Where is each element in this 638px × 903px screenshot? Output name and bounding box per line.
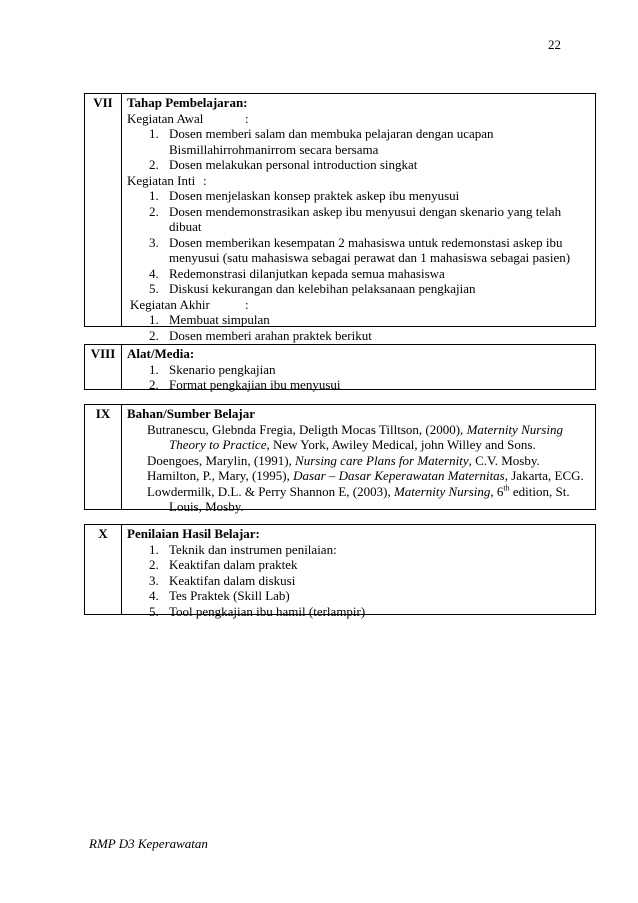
list-item: 2. Dosen melakukan personal introduction singkat [149, 157, 418, 172]
list-item: 1. Dosen memberi salam dan membuka pelajaran dengan ucapan [149, 126, 494, 141]
list-item-continuation: menyusui (satu mahasiswa sebagai perawat dan 1 mahasiswa sebagai pasien) [169, 250, 571, 265]
page-number: 22 [548, 37, 561, 52]
list-item: 1. Skenario pengkajian [149, 361, 276, 377]
reference-entry: Butranescu, Glebnda Fregia, Deligth Mocas Tilltson, (2000), Maternity Nursing [147, 421, 563, 437]
section-title: Penilaian Hasil Belajar: [127, 526, 260, 541]
section-number: VII [85, 94, 122, 326]
list-item: 5. Tool pengkajian ibu hamil (terlampir) [149, 603, 366, 619]
reference-entry: Hamilton, P., Mary, (1995), Dasar – Dasar Keperawatan Maternitas, Jakarta, ECG. [147, 468, 584, 483]
list-item: 5. Diskusi kekurangan dan kelebihan pelaksanaan pengkajian [149, 281, 476, 296]
list-item: 1. Teknik dan instrumen penilaian: [149, 541, 337, 557]
list-item: 1. Membuat simpulan [149, 312, 270, 327]
list-item-continuation: Bismillahirrohmanirrom secara bersama [169, 141, 379, 157]
list-item: 2. Format pengkajian ibu menyusui [149, 377, 341, 392]
section-title: Tahap Pembelajaran: [127, 95, 248, 110]
reference-continuation: Theory to Practice, New York, Awiley Medical, john Willey and Sons. [169, 437, 536, 452]
section-title: Bahan/Sumber Belajar [127, 406, 255, 421]
reference-entry: Doengoes, Marylin, (1991), Nursing care Plans for Maternity, C.V. Mosby. [147, 452, 540, 468]
section-number: VIII [85, 345, 122, 389]
kegiatan-awal-heading: Kegiatan Awal : [127, 110, 249, 126]
section-number: X [85, 525, 122, 614]
section-number: IX [85, 405, 122, 509]
section-alat-media [84, 344, 596, 390]
list-item-continuation: dibuat [169, 219, 202, 234]
list-item: 3. Dosen memberikan kesempatan 2 mahasiswa untuk redemonstasi askep ibu [149, 234, 563, 250]
section-bahan-sumber-belajar [84, 404, 596, 514]
list-item: 4. Redemonstrasi dilanjutkan kepada semua mahasiswa [149, 265, 445, 281]
reference-entry: Lowdermilk, D.L. & Perry Shannon E, (2003), Maternity Nursing, 6th edition, St. [147, 483, 570, 499]
reference-continuation: Louis, Mosby. [169, 499, 244, 514]
list-item: 2. Dosen memberi arahan praktek berikut [149, 327, 372, 343]
footer-text: RMP D3 Keperawatan [89, 836, 208, 851]
list-item: 1. Dosen menjelaskan konsep praktek askep ibu menyusui [149, 188, 460, 203]
list-item: 2. Dosen mendemonstrasikan askep ibu menyusui dengan skenario yang telah [149, 203, 562, 219]
kegiatan-inti-heading: Kegiatan Inti : [127, 172, 207, 188]
section-title: Alat/Media: [127, 346, 195, 361]
list-item: 2. Keaktifan dalam praktek [149, 557, 298, 572]
list-item: 3. Keaktifan dalam diskusi [149, 572, 296, 588]
section-penilaian-hasil-belajar [84, 524, 596, 619]
list-item: 4. Tes Praktek (Skill Lab) [149, 588, 290, 603]
section-tahap-pembelajaran [84, 93, 596, 343]
kegiatan-akhir-heading: Kegiatan Akhir : [130, 296, 249, 312]
